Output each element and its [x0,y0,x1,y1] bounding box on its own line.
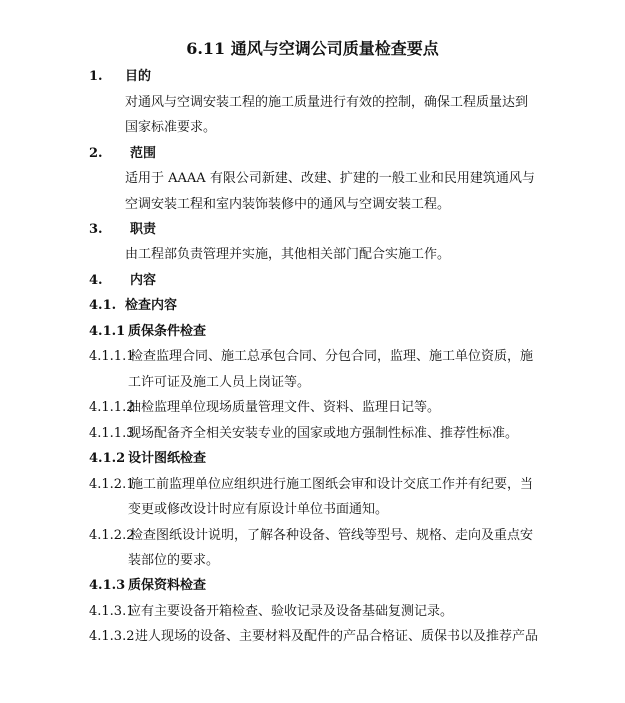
section-1-text-line-2: 国家标准要求。 [125,120,217,135]
item-4-1-1-1-line-1: 检查监理合同、施工总承包合同、分包合同，监理、施工单位资质，施 [130,349,534,364]
section-1-text-line-1: 对通风与空调安装工程的施工质量进行有效的控制，确保工程质量达到 [125,95,529,110]
section-2-number: 2. [89,146,103,161]
section-3-heading: 职责 [130,222,157,237]
section-4-1-1-number: 4.1.1 [89,324,126,339]
item-4-1-2-1-line-1: 施工前监理单位应组织进行施工图纸会审和设计交底工作并有纪要，当 [130,477,534,492]
section-1-number: 1. [89,69,103,84]
section-4-1-3-number: 4.1.3 [89,578,126,593]
section-1-heading: 目的 [125,69,152,84]
section-4-1-number: 4.1. [89,298,117,313]
item-4-1-1-3-number: 4.1.1.3 [89,426,135,441]
section-3-text-line-1: 由工程部负责管理并实施，其他相关部门配合实施工作。 [125,247,451,262]
section-4-heading: 内容 [130,273,157,288]
item-4-1-3-1-line-1: 应有主要设备开箱检查、验收记录及设备基础复测记录。 [128,604,454,619]
section-4-1-2-heading: 设计图纸检查 [128,451,207,466]
item-4-1-1-1-line-2: 工许可证及施工人员上岗证等。 [128,375,311,390]
item-4-1-2-1-line-2: 变更或修改设计时应有原设计单位书面通知。 [128,502,389,517]
item-4-1-2-1-number: 4.1.2.1 [89,477,135,492]
section-2-text-line-1: 适用于 AAAA 有限公司新建、改建、扩建的一般工业和民用建筑通风与 [125,171,535,186]
section-4-1-heading: 检查内容 [125,298,178,313]
item-4-1-1-2-line-1: 抽检监理单位现场质量管理文件、资料、监理日记等。 [128,400,441,415]
item-4-1-2-2-line-2: 装部位的要求。 [128,553,220,568]
section-4-1-2-number: 4.1.2 [89,451,126,466]
item-4-1-3-1-number: 4.1.3.1 [89,604,135,619]
page-title: 6.11 通风与空调公司质量检查要点 [186,39,439,58]
item-4-1-1-1-number: 4.1.1.1 [89,349,135,364]
item-4-1-1-2-number: 4.1.1.2 [89,400,135,415]
item-4-1-3-2-number: 4.1.3.2 [89,629,135,644]
section-4-1-3-heading: 质保资料检查 [128,578,207,593]
section-2-text-line-2: 空调安装工程和室内装饰装修中的通风与空调安装工程。 [125,197,451,212]
section-2-heading: 范围 [130,146,157,161]
section-4-number: 4. [89,273,103,288]
item-4-1-2-2-number: 4.1.2.2 [89,528,135,543]
item-4-1-1-3-line-1: 现场配备齐全相关安装专业的国家或地方强制性标准、推荐性标准。 [128,426,519,441]
section-4-1-1-heading: 质保条件检查 [128,324,207,339]
item-4-1-2-2-line-1: 检查图纸设计说明，了解各种设备、管线等型号、规格、走向及重点安 [130,528,534,543]
item-4-1-3-2-line-1: 进人现场的设备、主要材料及配件的产品合格证、质保书以及推荐产品 [135,629,539,644]
section-3-number: 3. [89,222,103,237]
